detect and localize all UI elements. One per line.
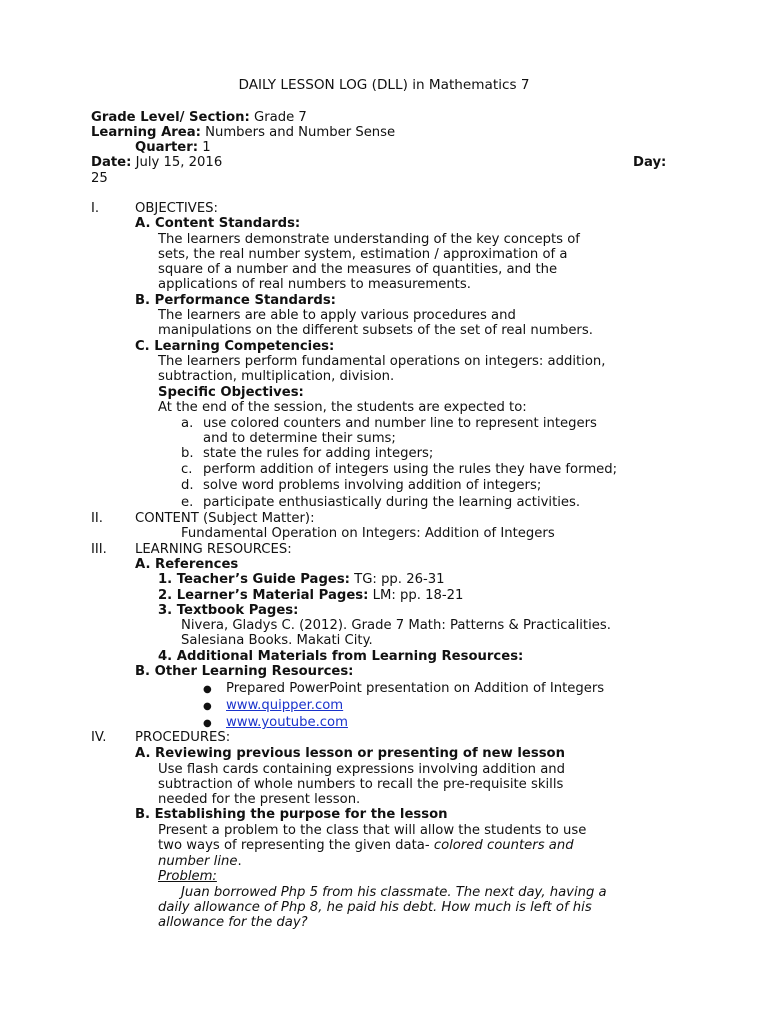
objective-text: participate enthusiastically during the learning activities. xyxy=(203,495,581,510)
content-standards-label: A. Content Standards: xyxy=(135,216,301,231)
problem-label: Problem: xyxy=(158,869,217,884)
section-1-title: OBJECTIVES: xyxy=(135,201,218,216)
references-label: A. References xyxy=(135,557,239,572)
problem-line: daily allowance of Php 8, he paid his debt. How much is left of his xyxy=(158,900,592,915)
learning-area-label: Learning Area: xyxy=(91,125,201,140)
document-title: DAILY LESSON LOG (DLL) in Mathematics 7 xyxy=(238,77,530,93)
date-row xyxy=(91,155,222,170)
specific-objectives-label: Specific Objectives: xyxy=(158,385,304,400)
performance-standards-label: B. Performance Standards: xyxy=(135,293,336,308)
grade-level-label: Grade Level/ Section: xyxy=(91,110,250,125)
objective-text: use colored counters and number line to represent integers xyxy=(203,416,597,431)
date-value: July 15, 2016 xyxy=(135,155,223,170)
section-2-number: II. xyxy=(91,511,103,526)
reviewing-lesson-label: A. Reviewing previous lesson or presenting of new lesson xyxy=(135,746,566,761)
additional-materials-label: 4. Additional Materials from Learning Resources: xyxy=(158,649,524,664)
objective-marker: b. xyxy=(181,446,194,461)
objective-marker: e. xyxy=(181,495,194,510)
objective-marker: a. xyxy=(181,416,194,431)
other-resources-label: B. Other Learning Resources: xyxy=(135,664,354,679)
learning-area-value: Numbers and Number Sense xyxy=(205,125,396,140)
textbook-citation-line: Salesiana Books. Makati City. xyxy=(181,633,373,648)
textbook-pages-label: 3. Textbook Pages: xyxy=(158,603,299,618)
section-4-title: PROCEDURES: xyxy=(135,730,231,745)
section-2-title: CONTENT (Subject Matter): xyxy=(135,511,315,526)
learners-material-row: 2. Learner’s Material Pages: LM: pp. 18-21 xyxy=(158,588,464,603)
establishing-purpose-line: two ways of representing the given data- colored counters and xyxy=(158,838,574,853)
section-3-title: LEARNING RESOURCES: xyxy=(135,542,292,557)
grade-level-value: Grade 7 xyxy=(254,110,307,125)
performance-standards-line: manipulations on the different subsets of the set of real numbers. xyxy=(158,323,593,338)
grade-level-row xyxy=(91,110,307,125)
performance-standards-line: The learners are able to apply various procedures and xyxy=(158,308,516,323)
reviewing-lesson-line: needed for the present lesson. xyxy=(158,792,361,807)
specific-objectives-intro: At the end of the session, the students are expected to: xyxy=(158,400,527,415)
day-value: 25 xyxy=(91,171,108,186)
content-standards-line: square of a number and the measures of quantities, and the xyxy=(158,262,558,277)
quarter-label: Quarter: xyxy=(135,140,199,155)
resource-item: Prepared PowerPoint presentation on Addition of Integers xyxy=(226,681,605,696)
establishing-purpose-label: B. Establishing the purpose for the lesson xyxy=(135,807,448,822)
bullet-icon: ● xyxy=(203,701,212,712)
objective-text: solve word problems involving addition of integers; xyxy=(203,478,542,493)
section-1-number: I. xyxy=(91,201,100,216)
objective-text: state the rules for adding integers; xyxy=(203,446,434,461)
bullet-icon: ● xyxy=(203,684,212,695)
objective-marker: c. xyxy=(181,462,193,477)
bullet-icon: ● xyxy=(203,718,212,729)
day-label: Day: xyxy=(633,155,667,170)
reviewing-lesson-line: subtraction of whole numbers to recall the pre-requisite skills xyxy=(158,777,564,792)
learning-area-row xyxy=(91,125,395,140)
problem-line: Juan borrowed Php 5 from his classmate. The next day, having a xyxy=(181,885,607,900)
quarter-value: 1 xyxy=(202,140,211,155)
content-standards-line: applications of real numbers to measurements. xyxy=(158,277,471,292)
learning-competencies-line: subtraction, multiplication, division. xyxy=(158,369,395,384)
establishing-purpose-line: number line. xyxy=(158,854,242,869)
objective-text: perform addition of integers using the rules they have formed; xyxy=(203,462,618,477)
establishing-purpose-line: Present a problem to the class that will allow the students to use xyxy=(158,823,587,838)
section-3-number: III. xyxy=(91,542,107,557)
content-standards-line: The learners demonstrate understanding of the key concepts of xyxy=(158,232,580,247)
content-standards-line: sets, the real number system, estimation / approximation of a xyxy=(158,247,568,262)
learning-competencies-label: C. Learning Competencies: xyxy=(135,339,335,354)
teachers-guide-row: 1. Teacher’s Guide Pages: TG: pp. 26-31 xyxy=(158,572,445,587)
content-subject-matter: Fundamental Operation on Integers: Addition of Integers xyxy=(181,526,555,541)
youtube-link[interactable]: www.youtube.com xyxy=(226,715,348,730)
section-4-number: IV. xyxy=(91,730,107,745)
reviewing-lesson-line: Use flash cards containing expressions involving addition and xyxy=(158,762,566,777)
problem-line: allowance for the day? xyxy=(158,915,308,930)
learning-competencies-line: The learners perform fundamental operations on integers: addition, xyxy=(158,354,606,369)
quipper-link[interactable]: www.quipper.com xyxy=(226,698,344,713)
textbook-citation-line: Nivera, Gladys C. (2012). Grade 7 Math: Patterns & Practicalities. xyxy=(181,618,611,633)
objective-marker: d. xyxy=(181,478,194,493)
quarter-row xyxy=(135,140,211,155)
objective-text: and to determine their sums; xyxy=(203,431,396,446)
date-label: Date: xyxy=(91,155,132,170)
